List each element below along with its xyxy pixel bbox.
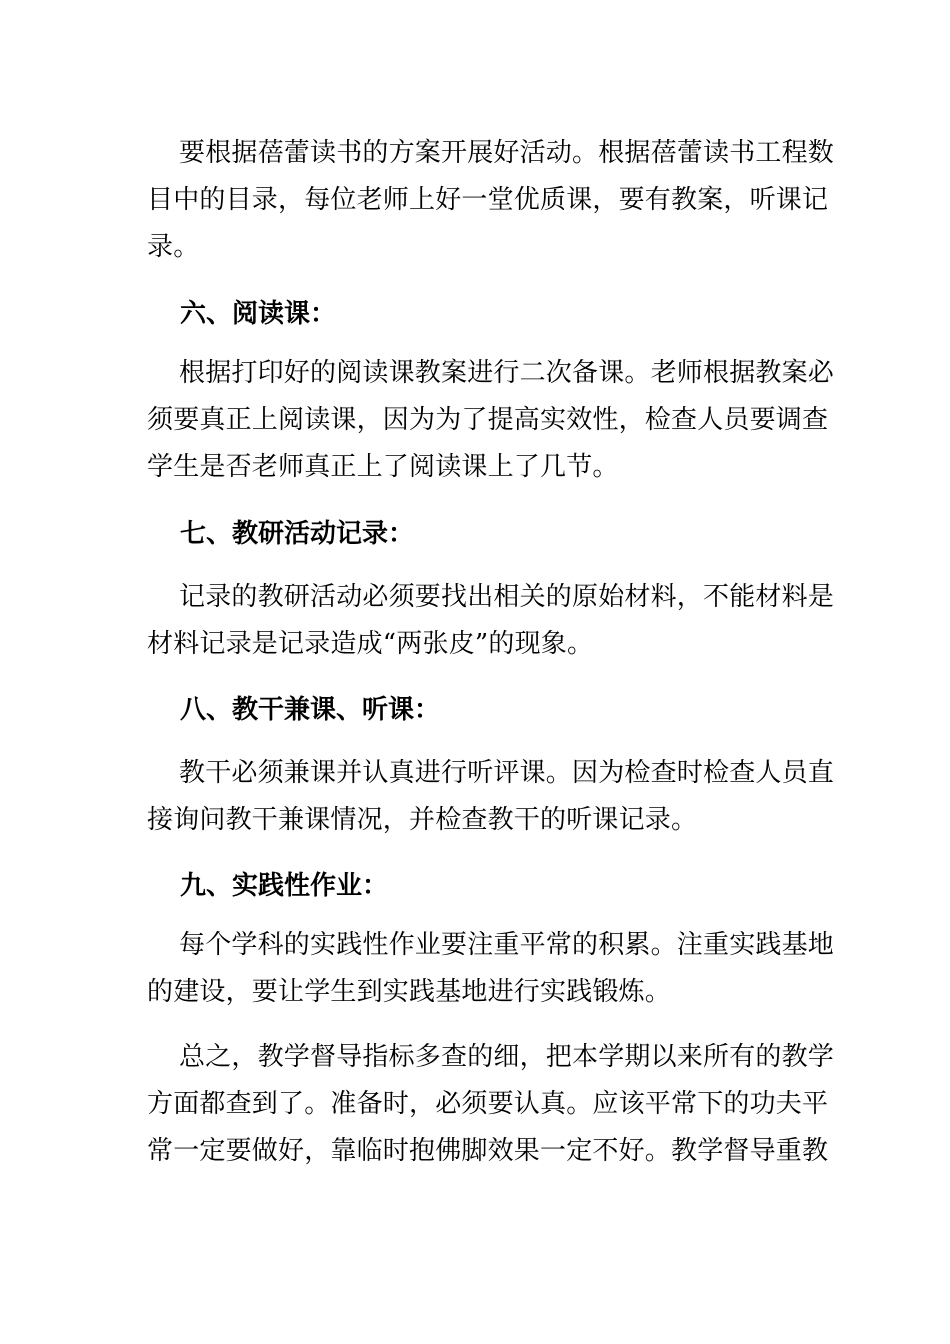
text-line: 接询问教干兼课情况，并检查教干的听课记录。 bbox=[147, 805, 698, 835]
text-line: 教干必须兼课并认真进行听评课。因为检查时检查人员直 bbox=[179, 758, 835, 788]
text-line: 根据打印好的阅读课教案进行二次备课。老师根据教案必 bbox=[179, 358, 835, 388]
text-line: 总之，教学督导指标多查的细，把本学期以来所有的教学 bbox=[179, 1042, 835, 1072]
text-line: 常一定要做好，靠临时抱佛脚效果一定不好。教学督导重教 bbox=[147, 1136, 829, 1166]
text-line: 学生是否老师真正上了阅读课上了几节。 bbox=[147, 452, 619, 482]
paragraph-research-records bbox=[147, 574, 835, 668]
section-heading-reading-class: 六、阅读课： bbox=[180, 299, 337, 329]
paragraph-cadre-teaching bbox=[147, 750, 835, 844]
section-heading-practice-homework: 九、实践性作业： bbox=[180, 871, 389, 901]
section-heading-research-records: 七、教研活动记录： bbox=[180, 519, 415, 549]
section-heading-cadre-teaching: 八、教干兼课、听课： bbox=[180, 695, 441, 725]
text-line: 须要真正上阅读课，因为为了提高实效性，检查人员要调查 bbox=[147, 405, 829, 435]
text-line: 方面都查到了。准备时，必须要认真。应该平常下的功夫平 bbox=[147, 1089, 829, 1119]
text-line: 的建设，要让学生到实践基地进行实践锻炼。 bbox=[147, 977, 672, 1007]
text-line: 每个学科的实践性作业要注重平常的积累。注重实践基地 bbox=[179, 930, 835, 960]
paragraph-summary bbox=[147, 1034, 835, 1175]
text-line: 要根据蓓蕾读书的方案开展好活动。根据蓓蕾读书工程数 bbox=[179, 138, 835, 168]
text-line: 目中的目录，每位老师上好一堂优质课，要有教案，听课记 bbox=[147, 185, 829, 215]
text-line: 材料记录是记录造成“两张皮”的现象。 bbox=[147, 629, 594, 659]
paragraph-practice-homework bbox=[147, 922, 835, 1016]
text-line: 录。 bbox=[147, 232, 200, 262]
paragraph-beilei-reading bbox=[147, 130, 835, 271]
paragraph-reading-class bbox=[147, 350, 835, 491]
text-line: 记录的教研活动必须要找出相关的原始材料，不能材料是 bbox=[179, 582, 835, 612]
